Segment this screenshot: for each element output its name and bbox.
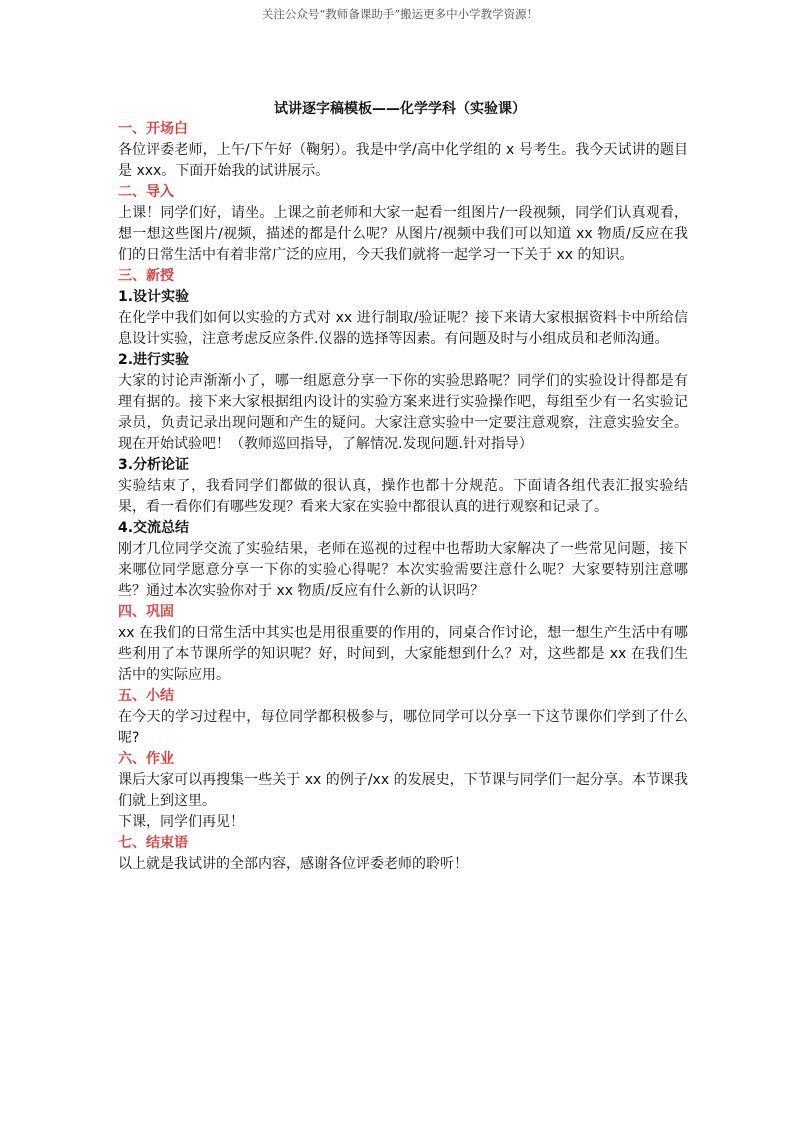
section-heading-consolidation: 四、巩固 — [118, 604, 174, 620]
subheading-design-experiment: 1.设计实验 — [118, 289, 190, 305]
section-heading-intro: 二、导入 — [118, 184, 174, 200]
paragraph: 在今天的学习过程中，每位同学都积极参与，哪位同学可以分享一下这节课你们学到了什么呢? — [118, 709, 688, 746]
paragraph: 以上就是我试讲的全部内容，感谢各位评委老师的聆听！ — [118, 856, 468, 872]
subheading-analysis: 3.分析论证 — [118, 457, 190, 473]
subheading-summary-exchange: 4.交流总结 — [118, 520, 190, 536]
paragraph: 实验结束了，我看同学们都做的很认真，操作也都十分规范。下面请各组代表汇报实验结果，看一看你们有哪些发现？看来大家在实验中都很认真的进行观察和记录了。 — [118, 478, 688, 515]
section-heading-new-lesson: 三、新授 — [118, 268, 174, 284]
paragraph: 各位评委老师，上午/下午好（鞠躬）。我是中学/高中化学组的 x 号考生。我今天试讲的题目是 xxx。下面开始我的试讲展示。 — [118, 142, 688, 179]
paragraph: 课后大家可以再搜集一些关于 xx 的例子/xx 的发展史，下节课与同学们一起分享。本节课我们就上到这里。 — [118, 772, 688, 809]
paragraph: 下课，同学们再见！ — [118, 814, 244, 830]
subheading-conduct-experiment: 2.进行实验 — [118, 352, 190, 368]
paragraph: 在化学中我们如何以实验的方式对 xx 进行制取/验证呢？接下来请大家根据资料卡中所给信息设计实验，注意考虑反应条件.仪器的选择等因素。有问题及时与小组成员和老师沟通。 — [118, 310, 688, 347]
section-heading-closing: 七、结束语 — [118, 835, 188, 851]
section-heading-summary: 五、小结 — [118, 688, 174, 704]
page-title: 试讲逐字稿模板——化学学科（实验课） — [274, 101, 526, 117]
paragraph: xx 在我们的日常生活中其实也是用很重要的作用的，同桌合作讨论，想一想生产生活中有哪些利用了本节课所学的知识呢？好，时间到，大家能想到什么？对，这些都是 xx 在我们生活中的实际应用。 — [118, 625, 688, 683]
section-heading-homework: 六、作业 — [118, 751, 174, 767]
document-body — [118, 119, 688, 875]
paragraph: 刚才几位同学交流了实验结果，老师在巡视的过程中也帮助大家解决了一些常见问题，接下来哪位同学愿意分享一下你的实验心得呢？本次实验需要注意什么呢？大家要特别注意哪些？通过本次实验你对于 xx 物质/反应有什么新的认识吗？ — [118, 541, 688, 599]
header-banner: 关注公众号“教师备课助手”搬运更多中小学教学资源！ — [261, 7, 539, 21]
section-heading-opening: 一、开场白 — [118, 121, 188, 137]
paragraph: 大家的讨论声渐渐小了，哪一组愿意分享一下你的实验思路呢？同学们的实验设计得都是有理有据的。接下来大家根据组内设计的实验方案来进行实验操作吧，每组至少有一名实验记录员，负责记录出现问题和产生的疑问。大家注意实验中一定要注意观察，注意实验安全。现在开始试验吧！（教师巡回指导，了解情况.发现问题.针对指导） — [118, 373, 688, 452]
paragraph: 上课！同学们好，请坐。上课之前老师和大家一起看一组图片/一段视频，同学们认真观看，想一想这些图片/视频，描述的都是什么呢？从图片/视频中我们可以知道 xx 物质/反应在我们的日常生活中有着非常广泛的应用，今天我们就将一起学习一下关于 xx 的知识。 — [118, 205, 688, 263]
